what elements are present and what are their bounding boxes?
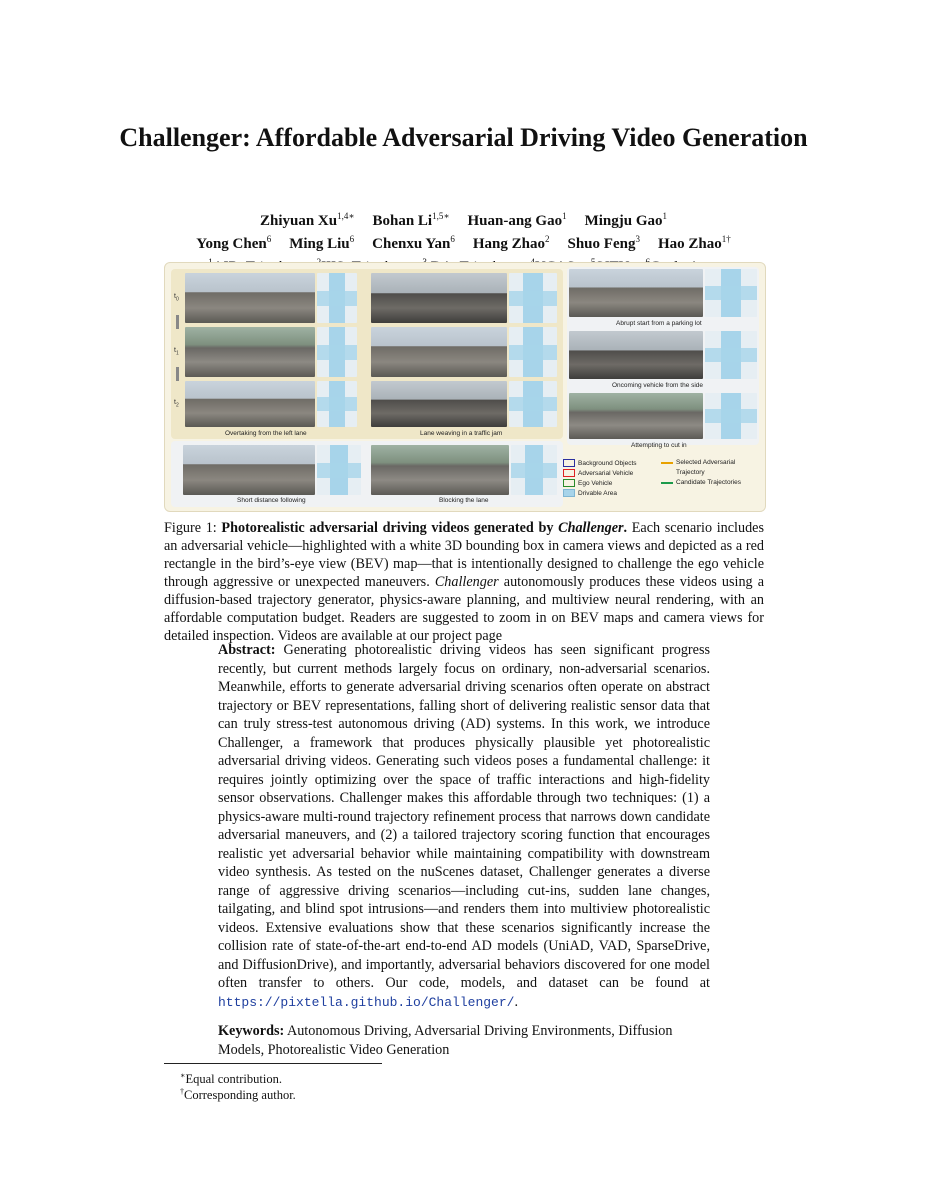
down-arrow-icon	[176, 367, 179, 381]
figure-legend	[561, 457, 757, 503]
author-row-2	[0, 230, 927, 253]
author: Huan-ang Gao$^1$	[467, 211, 567, 229]
bev-map	[705, 269, 757, 317]
abstract-text: Generating photorealistic driving videos has seen significant progress recently, but current methods largely focus on ordinary, non-adversarial scenarios. Meanwhile, efforts to generate adversarial driving scenarios often operate on abstract trajectory or BEV representations, falling short of delivering realistic sensor data that can truly stress-test autonomous driving (AD) systems. In this work, we introduce Challenger, a framework that produces physically plausible yet photorealistic adversarial driving videos. Generating such videos poses a fundamental challenge: it requires jointly optimizing over the space of traffic interactions and high-fidelity sensor observations. Challenger makes this affordable through two techniques: (1) a physics-aware multi-round trajectory refinement process that narrows down candidate adversarial maneuvers, and (2) a tailored trajectory scoring function that encourages realistic yet adversarial behavior while maintaining compatibility with downstream video synthesis. As tested on the nuScenes dataset, Challenger generates a diverse range of aggressive driving scenarios—including cut-ins, sudden lane changes, tailgating, and blind spot intrusions—and renders them into multiview photorealistic videos. Extensive evaluations show that these scenarios significantly increase the collision rate of state-of-the-art end-to-end AD models (UniAD, VAD, SparseDrive, and DiffusionDrive), and importantly, adversarial behaviors discovered for one model often transfer to others. Our code, models, and dataset can be found at	[218, 642, 710, 991]
footnote-rule	[164, 1063, 382, 1064]
figure-caption-italic: Challenger	[434, 574, 499, 590]
green-box-icon	[563, 479, 575, 487]
down-arrow-icon	[176, 315, 179, 329]
camera-view	[371, 273, 507, 323]
figure-label: Figure 1:	[164, 520, 222, 536]
green-line-icon	[661, 482, 673, 484]
scenario-caption: Lane weaving in a traffic jam	[420, 430, 503, 437]
red-box-icon	[563, 469, 575, 477]
camera-view	[371, 381, 507, 427]
author: Zhiyuan $Xu^{1,4∗}$	[259, 211, 355, 229]
bev-map	[317, 327, 357, 377]
footnote: ∗Equal contribution.	[180, 1071, 282, 1087]
keywords-label: Keywords:	[218, 1023, 285, 1039]
camera-view	[185, 381, 315, 427]
author: Hang Zhao$^2$	[472, 234, 550, 252]
paper-title: Challenger: Affordable Adversarial Driving Video Generation	[119, 123, 808, 152]
project-link[interactable]: https://pixtella.github.io/Challenger/	[218, 994, 515, 1010]
scenario-caption: Short distance following	[237, 497, 306, 504]
bev-map	[509, 381, 557, 427]
bev-map	[317, 381, 357, 427]
keywords-text: Autonomous Driving, Adversarial Driving Environments, Diffusion Models, Photorealistic Video Generation	[218, 1023, 673, 1058]
camera-view	[569, 331, 703, 379]
drivable-area-icon	[563, 489, 575, 497]
legend-candidate: Candidate Trajectories	[661, 479, 741, 486]
author: Ming Liu$^6$	[289, 234, 355, 252]
figure-1	[164, 262, 766, 512]
time-label: $t_2$	[174, 399, 179, 409]
camera-view	[183, 445, 315, 495]
blue-box-icon	[563, 459, 575, 467]
camera-view	[371, 445, 509, 495]
abstract: Abstract: Generating photorealistic driving videos has seen significant progress recently, but current methods largely focus on ordinary, non-adversarial scenarios. Meanwhile, efforts to generate adversarial driving scenarios often operate on abstract trajectory or BEV representations, falling short of delivering realistic sensor data that can truly stress-test autonomous driving (AD) systems. In this work, we introduce Challenger, a framework that produces physically plausible yet photorealistic adversarial driving videos. Generating such videos poses a fundamental challenge: it requires jointly optimizing over the space of traffic interactions and high-fidelity sensor observations. Challenger makes this affordable through two techniques: (1) a physics-aware multi-round trajectory refinement process that narrows down candidate adversarial maneuvers, and (2) a tailored trajectory scoring function that encourages realistic yet adversarial behavior while maintaining compatibility with downstream video synthesis. As tested on the nuScenes dataset, Challenger generates a diverse range of aggressive driving scenarios—including cut-ins, sudden lane changes, tailgating, and blind spot intrusions—and renders them into multiview photorealistic videos. Extensive evaluations show that these scenarios significantly increase the collision rate of state-of-the-art end-to-end AD models (UniAD, VAD, SparseDrive, and DiffusionDrive), and importantly, adversarial behaviors discovered for one model often transfer to others. Our code, models, and dataset can be found at https://pixtella.github.io/Challenger/.	[218, 642, 710, 1010]
time-label: $t_0$	[174, 293, 179, 303]
camera-view	[569, 269, 703, 317]
author: Chenxu Yan$^6$	[372, 234, 455, 252]
scenario-caption: Oncoming vehicle from the side	[612, 382, 704, 389]
footnote: †Corresponding author.	[180, 1087, 296, 1103]
scenario-caption: Attempting to cut in	[631, 442, 687, 449]
camera-view	[185, 327, 315, 377]
abstract-label: Abstract:	[218, 642, 276, 658]
camera-view	[569, 393, 703, 439]
bev-map	[511, 445, 557, 495]
legend-drivable: Drivable Area	[563, 489, 617, 497]
camera-view	[185, 273, 315, 323]
figure-caption: Figure 1: Photorealistic adversarial driving videos generated by Challenger. Each scenario includes an adversarial vehicle—highlighted with a white 3D bounding box in camera views and depicted as a red rectangle in the bird’s-eye view (BEV) map—that is intentionally designed to challenge the ego vehicle through aggressive or unexpected maneuvers. Challenger autonomously produces these videos using a diffusion-based trajectory generator, physics-aware planning, and multiview neural rendering, with an affordable computation budget. Readers are suggested to zoom in on BEV maps and camera views for detailed inspection. Videos are available at our project page	[164, 520, 765, 644]
orange-line-icon	[661, 462, 673, 464]
legend-adversarial: Adversarial Vehicle	[563, 469, 633, 477]
author: Yong Chen$^6$	[196, 234, 272, 252]
scenario-caption: Abrupt start from a parking lot	[616, 320, 702, 327]
legend-ego: Ego Vehicle	[563, 479, 612, 487]
legend-selected: Selected Adversarial	[661, 459, 735, 466]
keywords	[218, 1022, 710, 1059]
bev-map	[317, 445, 361, 495]
legend-background: Background Objects	[563, 459, 637, 467]
time-label: $t_1$	[174, 347, 179, 357]
bev-map	[705, 393, 757, 439]
bev-map	[509, 273, 557, 323]
bev-map	[705, 331, 757, 379]
scenario-caption: Blocking the lane	[439, 497, 489, 504]
legend-selected-cont: Trajectory	[676, 469, 705, 476]
author: Hao Zhao$^{1\dagger}$	[657, 234, 731, 252]
scenario-caption: Overtaking from the left lane	[225, 430, 307, 437]
bev-map	[509, 327, 557, 377]
figure-caption-bold-italic: Challenger	[558, 520, 624, 536]
camera-view	[371, 327, 507, 377]
bev-map	[317, 273, 357, 323]
author: Shuo Feng$^3$	[567, 234, 640, 252]
author: Mingju Gao$^1$	[584, 211, 668, 229]
author: Bohan $Li^{1,5∗}$	[372, 211, 450, 229]
author-row-1	[0, 207, 927, 230]
figure-caption-bold: Photorealistic adversarial driving videos generated by	[221, 520, 559, 536]
